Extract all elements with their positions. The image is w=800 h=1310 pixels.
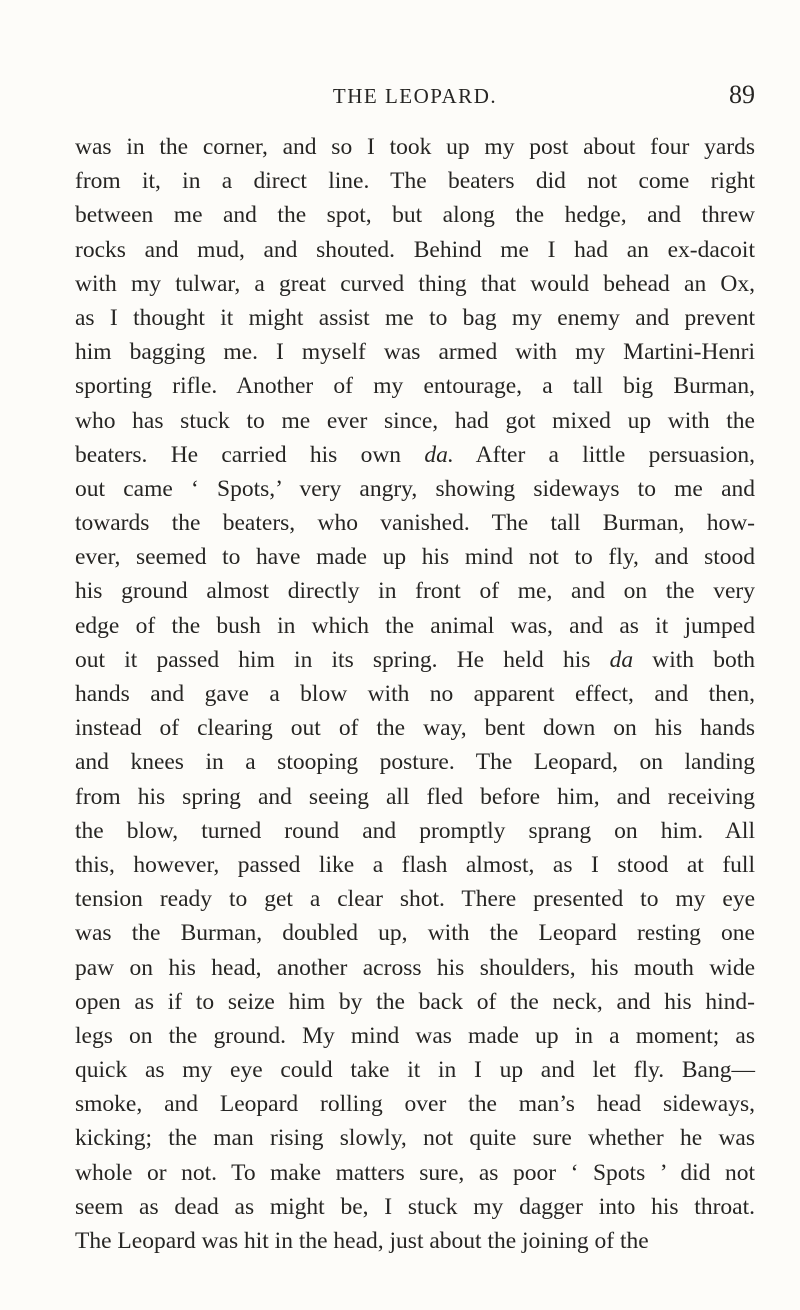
text-line: edge of the bush in which the animal was, and as it jumped — [75, 612, 755, 639]
text-line: sporting rifle. Another of my entourage, a tall big Burman, — [75, 373, 755, 400]
text-line: ever, seemed to have made up his mind not to fly, and stood — [75, 544, 755, 571]
text-line: with my tulwar, a great curved thing that would behead an Ox, — [75, 270, 755, 297]
running-title: THE LEOPARD. — [332, 84, 498, 108]
text-line: rocks and mud, and shouted. Behind me I had an ex-dacoit — [75, 236, 755, 263]
text-line: was the Burman, doubled up, with the Leopard resting one — [75, 920, 755, 947]
text-line: smoke, and Leopard rolling over the man’s head sideways, — [75, 1091, 755, 1118]
italic-term: da. — [424, 441, 454, 468]
text-line: hands and gave a blow with no apparent effect, and then, — [75, 681, 755, 707]
text-line: The Leopard was hit in the head, just about the joining of the — [75, 1228, 649, 1254]
text-line: seem as dead as might be, I stuck my dagger into his throat. — [75, 1193, 755, 1220]
text-line — [75, 438, 755, 472]
text-line: whole or not. To make matters sure, as poor ‘ Spots ’ did not — [75, 1159, 755, 1186]
text-segment: out it passed him in its spring. He held his — [75, 646, 610, 673]
text-line: tension ready to get a clear shot. There presented to my eye — [75, 886, 755, 913]
text-line: was in the corner, and so I took up my post about four yards — [75, 134, 755, 160]
text-line: this, however, passed like a flash almost, as I stood at full — [75, 851, 755, 878]
text-line: quick as my eye could take it in I up and let fly. Bang— — [75, 1057, 755, 1084]
text-line — [75, 643, 755, 677]
text-line: between me and the spot, but along the hedge, and threw — [75, 202, 755, 229]
body-text — [75, 130, 755, 1258]
text-line: who has stuck to me ever since, had got mixed up with the — [75, 407, 755, 434]
text-line: him bagging me. I myself was armed with my Martini-Henri — [75, 339, 755, 366]
text-line: his ground almost directly in front of me, and on the very — [75, 578, 755, 605]
text-line: open as if to seize him by the back of the neck, and his hind- — [75, 988, 755, 1015]
text-line: out came ‘ Spots,’ very angry, showing sideways to me and — [75, 475, 755, 502]
text-line: legs on the ground. My mind was made up in a moment; as — [75, 1022, 755, 1049]
text-line: kicking; the man rising slowly, not quite sure whether he was — [75, 1125, 755, 1152]
text-segment: After a little persuasion, — [453, 441, 755, 468]
text-line: paw on his head, another across his shoulders, his mouth wide — [75, 954, 755, 981]
text-line: and knees in a stooping posture. The Leopard, on landing — [75, 749, 755, 776]
text-line: towards the beaters, who vanished. The tall Burman, how- — [75, 510, 755, 537]
text-line: instead of clearing out of the way, bent down on his hands — [75, 715, 755, 742]
text-line: from it, in a direct line. The beaters did not come right — [75, 168, 755, 195]
text-segment: with both — [633, 646, 755, 673]
text-segment: beaters. He carried his own — [75, 441, 425, 468]
running-head — [75, 80, 755, 110]
italic-term: da — [609, 646, 634, 673]
text-line: the blow, turned round and promptly sprang on him. All — [75, 817, 755, 844]
text-line: from his spring and seeing all fled before him, and receiving — [75, 783, 755, 810]
page-number: 89 — [729, 80, 755, 109]
text-line: as I thought it might assist me to bag my enemy and prevent — [75, 304, 755, 331]
